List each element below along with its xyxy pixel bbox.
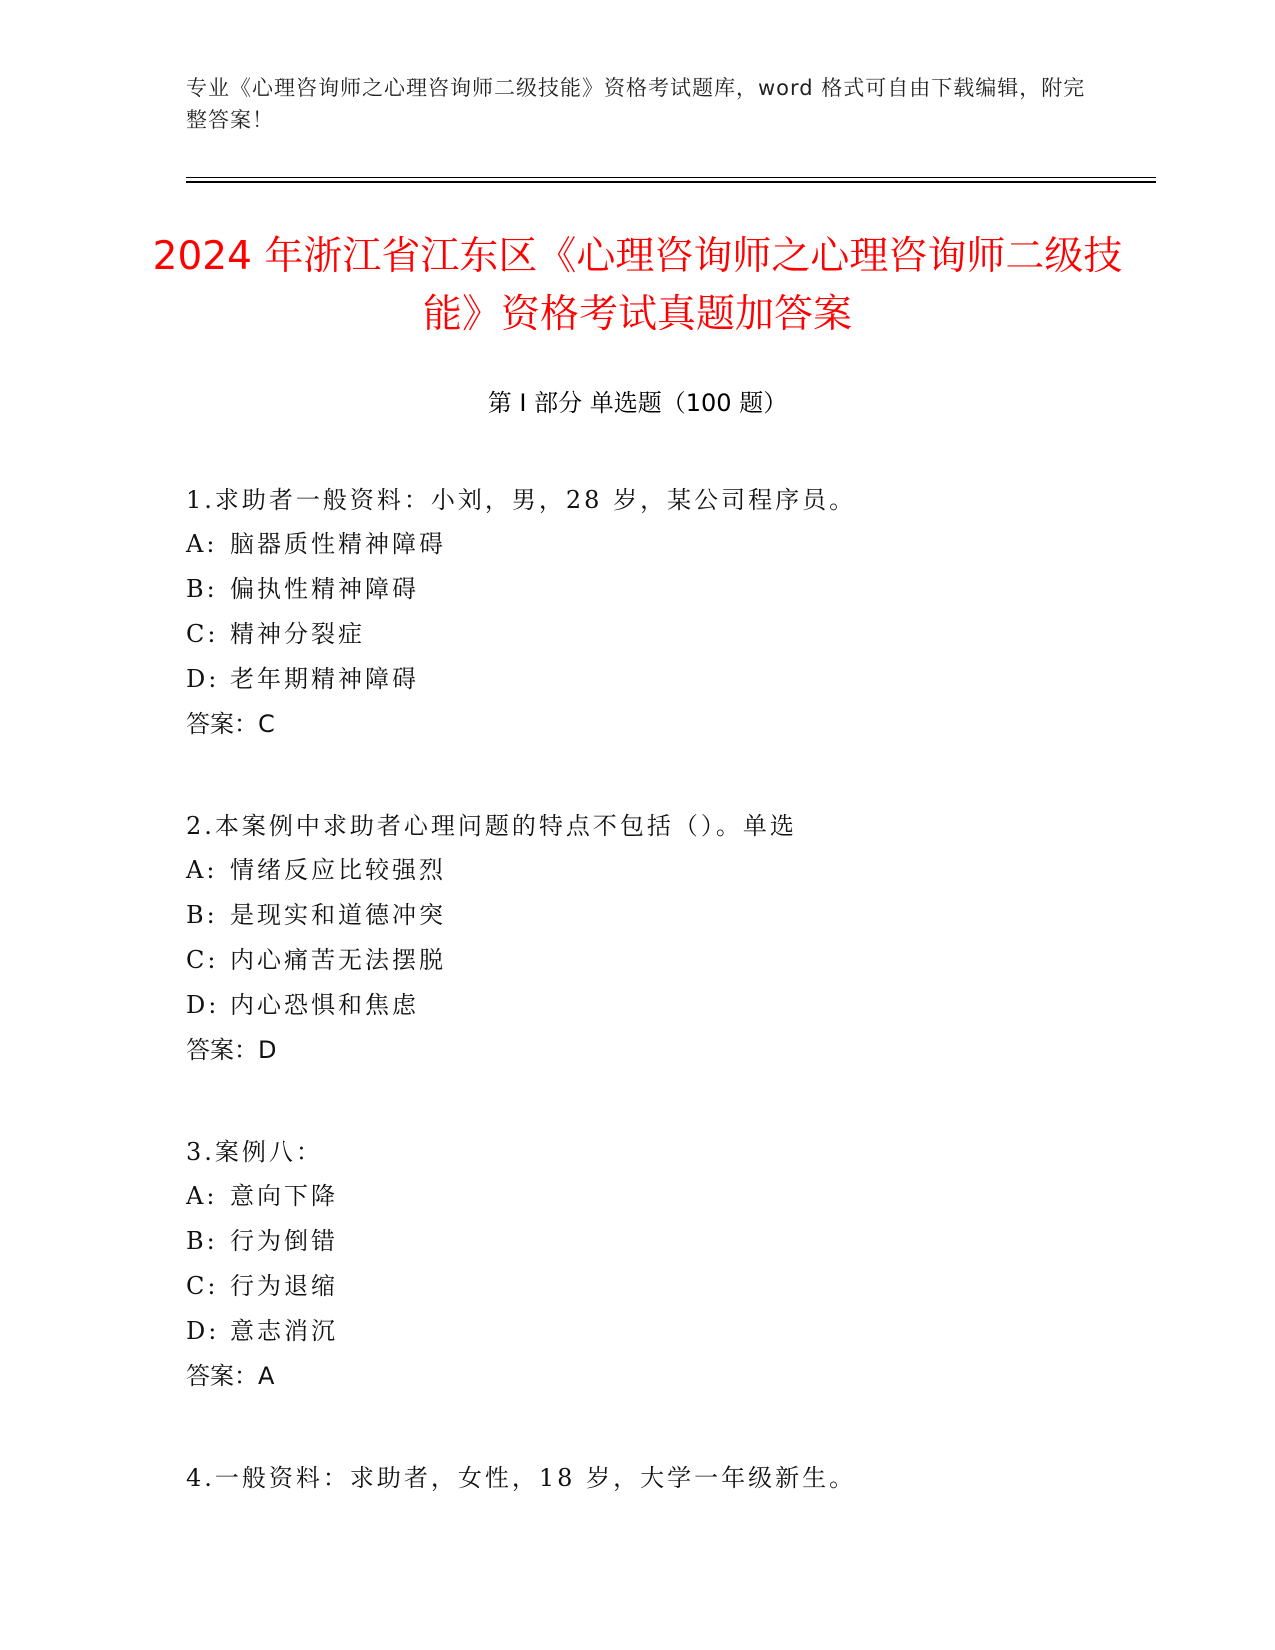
option-text: 意志消沉 [230, 1317, 338, 1345]
option-d [186, 657, 1136, 702]
answer-line: 答案：C [186, 710, 275, 738]
option-c [186, 612, 1136, 657]
option-letter: C: [186, 946, 219, 974]
section-heading: 第 I 部分 单选题（100 题） [487, 389, 788, 417]
option-a [186, 522, 1136, 567]
option-b [186, 1219, 1136, 1264]
option-letter: A: [186, 856, 218, 884]
question-stem: 3.案例八： [186, 1138, 323, 1166]
option-text: 意向下降 [230, 1182, 338, 1210]
document-title: 2024 年浙江省江东区《心理咨询师之心理咨询师二级技能》资格考试真题加答案 [152, 234, 1123, 337]
option-text: 情绪反应比较强烈 [230, 856, 446, 884]
question-3 [186, 1130, 1136, 1398]
option-letter: C: [186, 620, 219, 648]
option-letter: D: [186, 1317, 220, 1345]
answer-line: 答案：A [186, 1362, 275, 1390]
option-letter: D: [186, 665, 220, 693]
question-2 [186, 804, 1136, 1072]
option-letter: B: [186, 1227, 218, 1255]
option-text: 行为倒错 [230, 1227, 338, 1255]
option-b [186, 567, 1136, 612]
option-text: 脑器质性精神障碍 [230, 530, 446, 558]
option-text: 是现实和道德冲突 [230, 901, 446, 929]
question-stem: 1.求助者一般资料：小刘，男，28 岁，某公司程序员。 [186, 486, 857, 514]
question-stem: 4.一般资料：求助者，女性，18 岁，大学一年级新生。 [186, 1464, 857, 1492]
option-text: 内心痛苦无法摆脱 [230, 946, 446, 974]
option-letter: C: [186, 1272, 219, 1300]
option-text: 老年期精神障碍 [230, 665, 419, 693]
question-list [186, 478, 1136, 1558]
option-a [186, 848, 1136, 893]
option-letter: B: [186, 575, 218, 603]
option-text: 精神分裂症 [230, 620, 365, 648]
option-d [186, 1309, 1136, 1354]
option-a [186, 1174, 1136, 1219]
option-letter: D: [186, 991, 220, 1019]
option-text: 偏执性精神障碍 [230, 575, 419, 603]
question-1 [186, 478, 1136, 746]
option-letter: A: [186, 530, 218, 558]
question-stem: 2.本案例中求助者心理问题的特点不包括（）。单选 [186, 812, 797, 840]
header-divider-thin [186, 177, 1156, 178]
option-letter: B: [186, 901, 218, 929]
option-letter: A: [186, 1182, 218, 1210]
option-c [186, 938, 1136, 983]
option-text: 行为退缩 [230, 1272, 338, 1300]
option-c [186, 1264, 1136, 1309]
option-b [186, 893, 1136, 938]
option-d [186, 983, 1136, 1028]
answer-line: 答案：D [186, 1036, 277, 1064]
header-divider-thick [186, 181, 1156, 183]
question-4 [186, 1456, 1136, 1500]
option-text: 内心恐惧和焦虑 [230, 991, 419, 1019]
header-note: 专业《心理咨询师之心理咨询师二级技能》资格考试题库，word 格式可自由下载编辑，附完整答案！ [186, 76, 1086, 132]
